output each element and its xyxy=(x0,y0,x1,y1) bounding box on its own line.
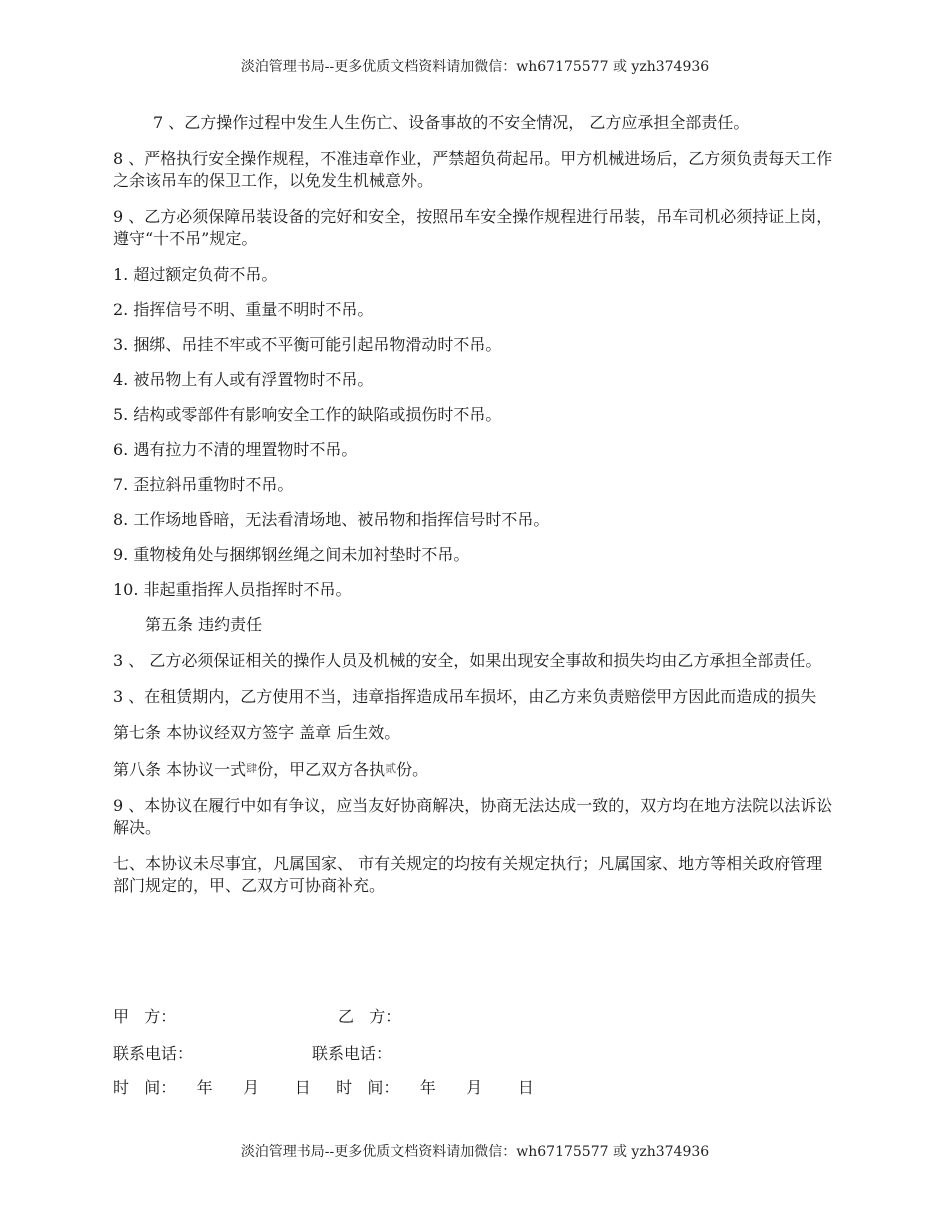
page-header: 淡泊管理书局--更多优质文档资料请加微信：wh67175577 或 yzh374936 xyxy=(240,59,710,75)
party-a-label: 甲 方： xyxy=(113,1007,177,1026)
clause-8: 8 、严格执行安全操作规程，不准违章作业，严禁超负荷起吊。甲方机械进场后，乙方须负责每天工作之余该吊车的保卫工作，以免发生机械意外。 xyxy=(113,149,833,190)
rule-item: 10. 非起重指挥人员指挥时不吊。 xyxy=(113,580,352,599)
rule-item: 6. 遇有拉力不清的埋置物时不吊。 xyxy=(113,440,358,459)
rule-item: 1. 超过额定负荷不吊。 xyxy=(113,265,278,284)
supplement-clause: 七、本协议未尽事宜，凡属国家、 市有关规定的均按有关规定执行；凡属国家、地方等相关政府管理部门规定的，甲、乙双方可协商补充。 xyxy=(113,854,823,895)
party-a-phone-label: 联系电话： xyxy=(113,1044,194,1063)
liability-clause: 3 、在租赁期内，乙方使用不当，违章指挥造成吊车损坏，由乙方来负责赔偿甲方因此而造成的损失 xyxy=(113,687,817,706)
article-5-heading: 第五条 违约责任 xyxy=(145,615,263,634)
rule-item: 4. 被吊物上有人或有浮置物时不吊。 xyxy=(113,370,374,389)
party-b-label: 乙 方： xyxy=(338,1007,402,1026)
clause-7: 7 、乙方操作过程中发生人生伤亡、设备事故的不安全情况， 乙方应承担全部责任。 xyxy=(153,113,750,132)
party-b-phone-label: 联系电话： xyxy=(312,1044,393,1063)
copies-total: 肆 xyxy=(246,762,258,775)
rule-item: 8. 工作场地昏暗，无法看清场地、被吊物和指挥信号时不吊。 xyxy=(113,510,550,529)
article-8: 第八条 本协议一式肆份，甲乙双方各执贰份。 xyxy=(113,760,429,779)
rule-item: 7. 歪拉斜吊重物时不吊。 xyxy=(113,475,294,494)
date-line: 时 间： 年 月 日 时 间： 年 月 日 xyxy=(113,1078,534,1097)
rule-item: 9. 重物棱角处与捆绑钢丝绳之间未加衬垫时不吊。 xyxy=(113,545,470,564)
rule-item: 3. 捆绑、吊挂不牢或不平衡可能引起吊物滑动时不吊。 xyxy=(113,335,502,354)
clause-9: 9 、乙方必须保障吊装设备的完好和安全，按照吊车安全操作规程进行吊装，吊车司机必须持证上岗，遵守“十不吊”规定。 xyxy=(113,207,833,248)
copies-each: 贰 xyxy=(385,762,397,775)
liability-clause: 3 、 乙方必须保证相关的操作人员及机械的安全，如果出现安全事故和损失均由乙方承担全部责任。 xyxy=(113,651,822,670)
page-footer: 淡泊管理书局--更多优质文档资料请加微信：wh67175577 或 yzh374936 xyxy=(240,1144,710,1160)
article-7: 第七条 本协议经双方签字 盖章 后生效。 xyxy=(113,723,401,742)
ten-no-lift-rules xyxy=(113,264,837,601)
document-body xyxy=(113,112,837,911)
rule-item: 2. 指挥信号不明、重量不明时不吊。 xyxy=(113,300,374,319)
dispute-clause: 9 、本协议在履行中如有争议，应当友好协商解决，协商无法达成一致的，双方均在地方法院以法诉讼解决。 xyxy=(113,796,833,837)
rule-item: 5. 结构或零部件有影响安全工作的缺陷或损伤时不吊。 xyxy=(113,405,502,424)
